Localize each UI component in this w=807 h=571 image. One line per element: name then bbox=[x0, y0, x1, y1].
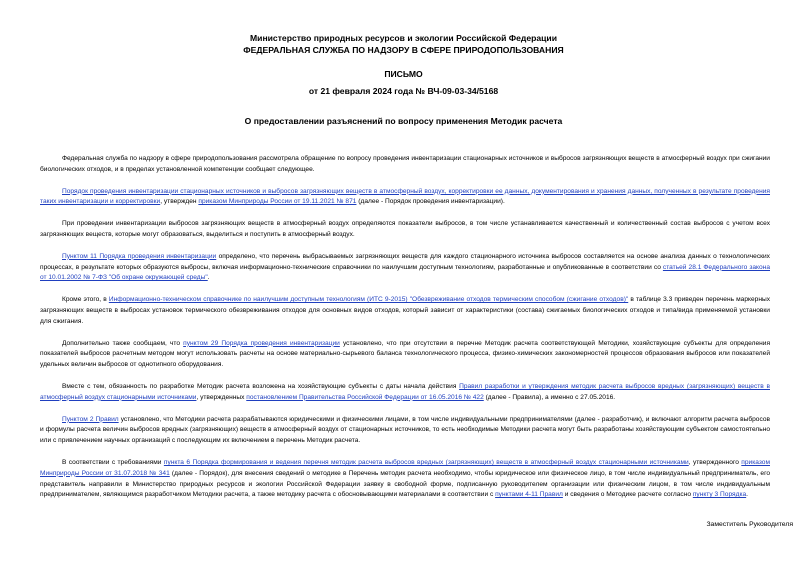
paragraph-text: При проведении инвентаризации выбросов загрязняющих веществ в атмосферный воздух определяются показатели выбросов, в том числе устанавливается качественный и количественный состав выбросов с учетом всех загрязняющих веществ, которые могут образоваться, выделиться и поступить в атмосферный воздух. bbox=[40, 220, 770, 238]
paragraph-text: установлено, что при отсутствии в перечне Методик расчета соответствующей Методики, хозяйствующие субъекты для определения показателей выбросов расчетным методом могут использовать расчеты на основе материально-сырьевого баланса технологического процесса, физико-химических закономерностей процессов образования выбросов или показателей удельных величин выбросов от однотипного оборудования. bbox=[40, 339, 771, 369]
paragraph-text: и сведения о Методике расчете согласно bbox=[562, 491, 693, 499]
document-link[interactable]: пункта 6 Порядка формирования и ведения перечня методик расчета выбросов вредных (загрязняющих) веществ в атмосферный воздух стационарными источниками bbox=[163, 458, 689, 466]
paragraph-text: (далее - Правила), а именно с 27.05.2016. bbox=[483, 393, 616, 401]
body-paragraph bbox=[40, 295, 770, 327]
document-link[interactable]: приказом Минприроды России от 31.07.2018 № 341 bbox=[40, 458, 770, 477]
document-link[interactable]: статьей 28.1 Федерального закона от 10.01.2002 № 7-ФЗ "Об охране окружающей среды" bbox=[40, 263, 770, 282]
document-link[interactable]: пунктами 4-11 Правил bbox=[495, 491, 563, 499]
document-link[interactable]: пункту 3 Порядка bbox=[692, 491, 747, 499]
ministry-title: Министерство природных ресурсов и экологии Российской Федерации bbox=[250, 33, 557, 43]
document-link[interactable]: пунктом 29 Порядка проведения инвентаризации bbox=[183, 339, 340, 347]
paragraph-text: , утвержден bbox=[160, 198, 199, 206]
service-title: ФЕДЕРАЛЬНАЯ СЛУЖБА ПО НАДЗОРУ В СФЕРЕ ПРИРОДОПОЛЬЗОВАНИЯ bbox=[243, 45, 564, 55]
body-paragraph bbox=[40, 415, 770, 447]
body-paragraph bbox=[40, 219, 770, 241]
document-link[interactable]: Правил разработки и утверждения методик расчета выбросов вредных (загрязняющих) веществ в атмосферный воздух стационарными источниками bbox=[40, 382, 770, 401]
paragraph-text: . bbox=[746, 491, 748, 499]
document-type: ПИСЬМО bbox=[384, 69, 423, 79]
paragraph-text: в таблице 3.3 приведен перечень маркерных загрязняющих веществ в выбросах установок термического обезвреживания отходов для основных видов отходов, который зависит от характеристики (состава) сжигаемых биологических отходов и типа/вида применяемой установки для сжигания. bbox=[40, 296, 770, 325]
paragraph-text: В соответствии с требованиями bbox=[62, 458, 164, 466]
paragraph-text: (далее - Порядок проведения инвентаризации). bbox=[356, 198, 505, 206]
document-link[interactable]: Информационно-техническом справочнике по наилучшим доступным технологиям (ИТС 9-2015) "Обезвреживание отходов термическим способом (сжигание отходов)" bbox=[108, 296, 629, 304]
paragraph-text: , утвержденных bbox=[196, 393, 247, 401]
paragraph-text: (далее - Порядок), для внесения сведений о методике в Перечень методик расчета необходимо, чтобы юридическое или физическое лицо, в том числе индивидуальный предприниматель, его представитель направили в Министерство природных ресурсов и экологии Российской Федерации заявку в свободной форме, подписанную руководителем организации или физическим лицом, в том числе индивидуальным предпринимателем, являющимся разработчиком Методики расчета, а также методику расчета с обосновывающими материалами в соответствии с bbox=[40, 469, 771, 499]
document-link[interactable]: приказом Минприроды России от 19.11.2021 № 871 bbox=[198, 198, 357, 206]
body-paragraph bbox=[40, 154, 770, 176]
document-subject: О предоставлении разъяснений по вопросу применения Методик расчета bbox=[244, 116, 563, 126]
document-link[interactable]: Порядок проведения инвентаризации стационарных источников и выбросов загрязняющих веществ в атмосферный воздух, корректировки ее данных, документирования и хранения данных, полученных в результате проведения таких инвентаризации и корректировки bbox=[40, 187, 770, 206]
paragraph-text: . bbox=[207, 274, 210, 282]
paragraph-text: определено, что перечень выбрасываемых загрязняющих веществ для каждого стационарного источника выбросов составляется на основе анализа данных о технологических процессах, в результате которых образуются выбросы, включая информационно-технические справочники по наилучшим доступным технологиям, разработанные и опубликованные в соответствии со bbox=[40, 252, 770, 271]
paragraph-text: Кроме этого, в bbox=[62, 296, 109, 304]
paragraph-text: Дополнительно также сообщаем, что bbox=[62, 339, 184, 347]
document-link[interactable]: постановлением Правительства Российской Федерации от 16.05.2016 № 422 bbox=[246, 393, 484, 401]
body-paragraph bbox=[40, 458, 770, 501]
paragraph-text: , утвержденного bbox=[688, 458, 742, 466]
document-date-number: от 21 февраля 2024 года № ВЧ-09-03-34/5168 bbox=[308, 86, 499, 96]
paragraph-text: установлено, что Методики расчета разрабатываются юридическими и физическими лицами, в том числе индивидуальными предпринимателями (далее - разработчик), и включают алгоритм расчета выбросов и формулы расчета величин выбросов вредных (загрязняющих) веществ в атмосферный воздух от стационарных источников, то есть необходимые Методики расчета могут быть разработаны хозяйствующим субъектом самостоятельно или с привлечением научных организаций с последующим их включением в перечень Методик расчета. bbox=[40, 415, 770, 445]
body-paragraph bbox=[40, 187, 770, 209]
body-paragraph bbox=[40, 252, 770, 284]
paragraph-text: Вместе с тем, обязанность по разработке Методик расчета возложена на хозяйствующие субъекты с даты начала действия bbox=[62, 382, 460, 390]
signature-title: Заместитель Руководителя bbox=[706, 521, 793, 528]
paragraph-text: Федеральная служба по надзору в сфере природопользования рассмотрела обращение по вопросу проведения инвентаризации стационарных источников и выбросов загрязняющих веществ в атмосферный воздух при сжигании биологических отходов, и в пределах установленной компетенции сообщает следующее. bbox=[40, 155, 770, 173]
body-paragraph bbox=[40, 339, 770, 371]
document-link[interactable]: Пунктом 2 Правил bbox=[62, 415, 119, 423]
body-paragraph bbox=[40, 382, 770, 404]
document-body bbox=[40, 154, 770, 512]
document-link[interactable]: Пунктом 11 Порядка проведения инвентаризации bbox=[62, 252, 217, 260]
